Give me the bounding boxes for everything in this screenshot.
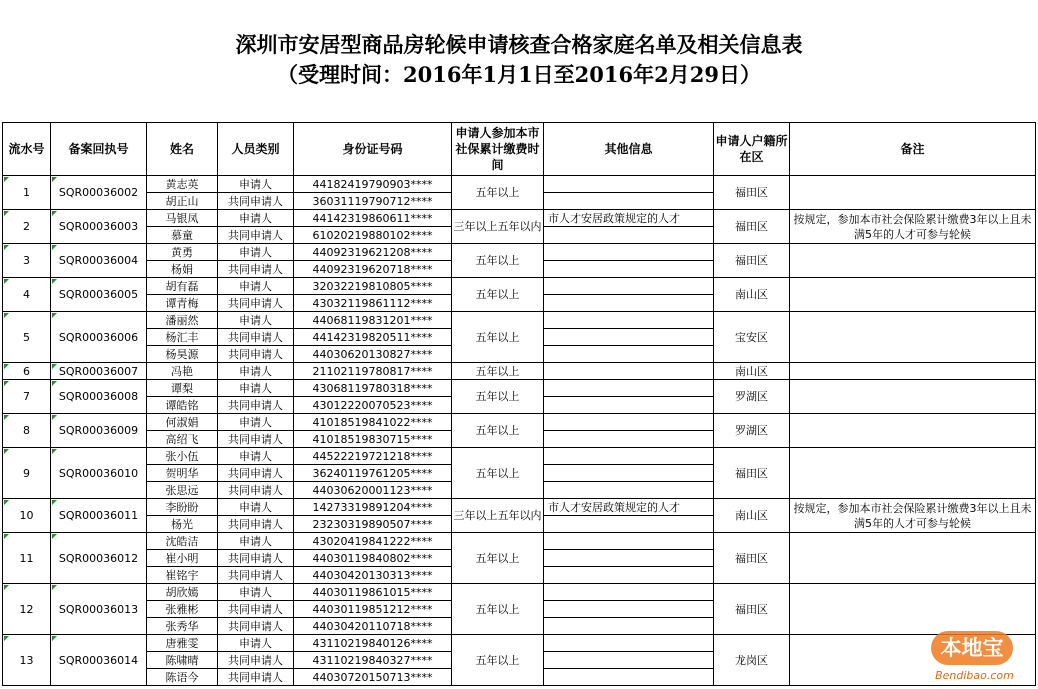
cell-name: 唐雅雯 <box>147 635 218 652</box>
cell-person-type: 共同申请人 <box>218 295 294 312</box>
cell-other-info <box>544 584 714 601</box>
header-name: 姓名 <box>147 123 218 176</box>
cell-marker-icon <box>4 279 9 284</box>
cell-id-number: 44030620001123**** <box>294 482 452 499</box>
cell-remarks <box>790 448 1036 499</box>
cell-name: 张秀华 <box>147 618 218 635</box>
cell-marker-icon <box>4 313 9 318</box>
cell-name: 谭皓铭 <box>147 397 218 414</box>
cell-person-type: 申请人 <box>218 414 294 431</box>
cell-household-district: 福田区 <box>714 533 790 584</box>
cell-marker-icon <box>4 500 9 505</box>
cell-name: 张小伍 <box>147 448 218 465</box>
cell-person-type: 申请人 <box>218 533 294 550</box>
cell-receipt-no: SQR00036004 <box>51 244 147 278</box>
table-body <box>3 123 1036 686</box>
cell-marker-icon <box>4 585 9 590</box>
cell-id-number: 36240119761205**** <box>294 465 452 482</box>
cell-other-info <box>544 176 714 193</box>
table-row <box>3 380 1036 397</box>
cell-name: 贺明华 <box>147 465 218 482</box>
cell-other-info <box>544 567 714 584</box>
cell-name: 陈语今 <box>147 669 218 686</box>
cell-id-number: 36031119790712**** <box>294 193 452 210</box>
cell-marker-icon <box>4 534 9 539</box>
cell-person-type: 共同申请人 <box>218 346 294 363</box>
header-person-type: 人员类别 <box>218 123 294 176</box>
cell-marker-icon <box>52 415 57 420</box>
table-row <box>3 414 1036 431</box>
cell-person-type: 申请人 <box>218 210 294 227</box>
cell-serial-no: 2 <box>3 210 51 244</box>
cell-other-info <box>544 618 714 635</box>
cell-household-district: 罗湖区 <box>714 414 790 448</box>
cell-marker-icon <box>52 245 57 250</box>
cell-person-type: 申请人 <box>218 584 294 601</box>
cell-id-number: 43032119861112**** <box>294 295 452 312</box>
cell-other-info <box>544 533 714 550</box>
header-receipt-no: 备案回执号 <box>51 123 147 176</box>
cell-name: 沈皓洁 <box>147 533 218 550</box>
table-row <box>3 312 1036 329</box>
cell-person-type: 申请人 <box>218 312 294 329</box>
cell-remarks <box>790 278 1036 312</box>
cell-person-type: 共同申请人 <box>218 669 294 686</box>
cell-id-number: 23230319890507**** <box>294 516 452 533</box>
cell-person-type: 共同申请人 <box>218 652 294 669</box>
cell-other-info <box>544 329 714 346</box>
cell-marker-icon <box>52 636 57 641</box>
cell-id-number: 14273319891204**** <box>294 499 452 516</box>
cell-other-info <box>544 601 714 618</box>
cell-id-number: 21102119780817**** <box>294 363 452 380</box>
cell-marker-icon <box>52 449 57 454</box>
table-row <box>3 499 1036 516</box>
cell-household-district: 福田区 <box>714 448 790 499</box>
cell-marker-icon <box>52 534 57 539</box>
cell-person-type: 共同申请人 <box>218 618 294 635</box>
cell-person-type: 申请人 <box>218 363 294 380</box>
cell-other-info <box>544 448 714 465</box>
cell-marker-icon <box>52 279 57 284</box>
cell-marker-icon <box>4 415 9 420</box>
cell-person-type: 共同申请人 <box>218 567 294 584</box>
cell-other-info <box>544 346 714 363</box>
cell-id-number: 44142319820511**** <box>294 329 452 346</box>
cell-receipt-no: SQR00036011 <box>51 499 147 533</box>
cell-other-info <box>544 261 714 278</box>
cell-name: 慕童 <box>147 227 218 244</box>
header-household-district: 申请人户籍所在区 <box>714 123 790 176</box>
cell-receipt-no: SQR00036002 <box>51 176 147 210</box>
cell-name: 何淑娟 <box>147 414 218 431</box>
cell-household-district: 南山区 <box>714 499 790 533</box>
watermark-logo <box>917 627 1032 685</box>
cell-name: 冯艳 <box>147 363 218 380</box>
cell-marker-icon <box>52 177 57 182</box>
cell-name: 李盼盼 <box>147 499 218 516</box>
header-remarks: 备注 <box>790 123 1036 176</box>
cell-other-info <box>544 431 714 448</box>
cell-other-info: 市人才安居政策规定的人才 <box>544 499 714 516</box>
cell-id-number: 44030620130827**** <box>294 346 452 363</box>
cell-id-number: 43012220070523**** <box>294 397 452 414</box>
cell-person-type: 申请人 <box>218 448 294 465</box>
cell-social-insurance-period: 五年以上 <box>452 414 544 448</box>
watermark-url: Bendibao.com <box>935 669 1014 682</box>
cell-other-info <box>544 278 714 295</box>
cell-receipt-no: SQR00036010 <box>51 448 147 499</box>
cell-other-info <box>544 482 714 499</box>
cell-serial-no: 12 <box>3 584 51 635</box>
cell-id-number: 44092319621208**** <box>294 244 452 261</box>
cell-marker-icon <box>52 585 57 590</box>
cell-id-number: 44030420130313**** <box>294 567 452 584</box>
cell-id-number: 43068119780318**** <box>294 380 452 397</box>
cell-name: 高绍飞 <box>147 431 218 448</box>
cell-id-number: 44030119861015**** <box>294 584 452 601</box>
cell-name: 谭青梅 <box>147 295 218 312</box>
cell-other-info: 市人才安居政策规定的人才 <box>544 210 714 227</box>
cell-social-insurance-period: 五年以上 <box>452 448 544 499</box>
cell-name: 胡有磊 <box>147 278 218 295</box>
cell-other-info <box>544 295 714 312</box>
table-row <box>3 278 1036 295</box>
cell-other-info <box>544 363 714 380</box>
cell-household-district: 福田区 <box>714 244 790 278</box>
cell-id-number: 44092319620718**** <box>294 261 452 278</box>
cell-other-info <box>544 244 714 261</box>
cell-serial-no: 5 <box>3 312 51 363</box>
cell-receipt-no: SQR00036014 <box>51 635 147 686</box>
cell-name: 陈啸晴 <box>147 652 218 669</box>
cell-person-type: 共同申请人 <box>218 550 294 567</box>
cell-other-info <box>544 380 714 397</box>
cell-serial-no: 3 <box>3 244 51 278</box>
cell-marker-icon <box>52 211 57 216</box>
cell-id-number: 43110219840126**** <box>294 635 452 652</box>
cell-social-insurance-period: 五年以上 <box>452 312 544 363</box>
cell-name: 黄勇 <box>147 244 218 261</box>
table-row <box>3 635 1036 652</box>
cell-other-info <box>544 312 714 329</box>
header-social-insurance-period: 申请人参加本市社保累计缴费时间 <box>452 123 544 176</box>
cell-social-insurance-period: 五年以上 <box>452 244 544 278</box>
cell-id-number: 44030119851212**** <box>294 601 452 618</box>
cell-id-number: 44030420110718**** <box>294 618 452 635</box>
cell-serial-no: 9 <box>3 448 51 499</box>
cell-household-district: 福田区 <box>714 210 790 244</box>
cell-name: 杨娟 <box>147 261 218 278</box>
cell-serial-no: 10 <box>3 499 51 533</box>
table-row <box>3 584 1036 601</box>
table-row <box>3 533 1036 550</box>
watermark-text: 本地宝 <box>940 636 1004 660</box>
cell-remarks <box>790 414 1036 448</box>
cell-person-type: 申请人 <box>218 380 294 397</box>
cell-person-type: 共同申请人 <box>218 601 294 618</box>
cell-id-number: 41018519830715**** <box>294 431 452 448</box>
cell-marker-icon <box>4 211 9 216</box>
cell-marker-icon <box>4 177 9 182</box>
cell-id-number: 43020419841222**** <box>294 533 452 550</box>
cell-household-district: 宝安区 <box>714 312 790 363</box>
header-id-number: 身份证号码 <box>294 123 452 176</box>
cell-person-type: 共同申请人 <box>218 227 294 244</box>
cell-marker-icon <box>52 500 57 505</box>
cell-other-info <box>544 652 714 669</box>
cell-social-insurance-period: 三年以上五年以内 <box>452 499 544 533</box>
title-line-2: （受理时间：2016年1月1日至2016年2月29日） <box>277 62 761 87</box>
cell-person-type: 申请人 <box>218 499 294 516</box>
cell-serial-no: 8 <box>3 414 51 448</box>
cell-name: 潘丽然 <box>147 312 218 329</box>
cell-social-insurance-period: 三年以上五年以内 <box>452 210 544 244</box>
cell-receipt-no: SQR00036008 <box>51 380 147 414</box>
cell-person-type: 共同申请人 <box>218 482 294 499</box>
cell-social-insurance-period: 五年以上 <box>452 584 544 635</box>
cell-marker-icon <box>52 364 57 369</box>
cell-other-info <box>544 550 714 567</box>
cell-person-type: 申请人 <box>218 278 294 295</box>
cell-remarks <box>790 533 1036 584</box>
cell-receipt-no: SQR00036013 <box>51 584 147 635</box>
cell-name: 胡欣嫣 <box>147 584 218 601</box>
cell-remarks <box>790 176 1036 210</box>
cell-other-info <box>544 516 714 533</box>
cell-person-type: 申请人 <box>218 244 294 261</box>
cell-marker-icon <box>52 313 57 318</box>
cell-name: 杨昊源 <box>147 346 218 363</box>
cell-name: 马银凤 <box>147 210 218 227</box>
title-line-1: 深圳市安居型商品房轮候申请核查合格家庭名单及相关信息表 <box>235 32 803 57</box>
table-row <box>3 448 1036 465</box>
document-title <box>0 30 1038 90</box>
cell-person-type: 共同申请人 <box>218 193 294 210</box>
table-row <box>3 176 1036 193</box>
cell-name: 崔小明 <box>147 550 218 567</box>
cell-household-district: 龙岗区 <box>714 635 790 686</box>
cell-id-number: 61020219880102**** <box>294 227 452 244</box>
cell-household-district: 南山区 <box>714 278 790 312</box>
cell-serial-no: 6 <box>3 363 51 380</box>
cell-id-number: 32032219810805**** <box>294 278 452 295</box>
cell-id-number: 44142319860611**** <box>294 210 452 227</box>
cell-receipt-no: SQR00036003 <box>51 210 147 244</box>
cell-person-type: 共同申请人 <box>218 516 294 533</box>
cell-person-type: 共同申请人 <box>218 261 294 278</box>
cell-name: 黄志英 <box>147 176 218 193</box>
cell-name: 谭梨 <box>147 380 218 397</box>
cell-person-type: 申请人 <box>218 635 294 652</box>
cell-remarks: 按规定，参加本市社会保险累计缴费3年以上且未满5年的人才可参与轮候 <box>790 499 1036 533</box>
cell-household-district: 福田区 <box>714 584 790 635</box>
family-list-table <box>2 122 1036 686</box>
cell-remarks <box>790 244 1036 278</box>
cell-id-number: 44068119831201**** <box>294 312 452 329</box>
cell-marker-icon <box>4 449 9 454</box>
cell-marker-icon <box>4 245 9 250</box>
cell-id-number: 43110219840327**** <box>294 652 452 669</box>
cell-other-info <box>544 193 714 210</box>
cell-other-info <box>544 227 714 244</box>
cell-person-type: 共同申请人 <box>218 329 294 346</box>
table-row <box>3 244 1036 261</box>
cell-social-insurance-period: 五年以上 <box>452 635 544 686</box>
cell-household-district: 南山区 <box>714 363 790 380</box>
cell-name: 胡正山 <box>147 193 218 210</box>
cell-name: 崔铭宇 <box>147 567 218 584</box>
table-row <box>3 210 1036 227</box>
cell-social-insurance-period: 五年以上 <box>452 363 544 380</box>
cell-marker-icon <box>52 381 57 386</box>
cell-serial-no: 4 <box>3 278 51 312</box>
cell-id-number: 44522219721218**** <box>294 448 452 465</box>
header-serial-no: 流水号 <box>3 123 51 176</box>
cell-name: 张思远 <box>147 482 218 499</box>
cell-receipt-no: SQR00036012 <box>51 533 147 584</box>
cell-social-insurance-period: 五年以上 <box>452 380 544 414</box>
cell-other-info <box>544 635 714 652</box>
cell-id-number: 44182419790903**** <box>294 176 452 193</box>
cell-marker-icon <box>4 381 9 386</box>
header-row <box>3 123 1036 176</box>
header-other-info: 其他信息 <box>544 123 714 176</box>
cell-person-type: 共同申请人 <box>218 465 294 482</box>
cell-marker-icon <box>4 364 9 369</box>
cell-social-insurance-period: 五年以上 <box>452 176 544 210</box>
cell-other-info <box>544 414 714 431</box>
cell-name: 杨光 <box>147 516 218 533</box>
cell-remarks <box>790 380 1036 414</box>
cell-id-number: 44030119840802**** <box>294 550 452 567</box>
cell-remarks <box>790 312 1036 363</box>
cell-serial-no: 1 <box>3 176 51 210</box>
cell-id-number: 41018519841022**** <box>294 414 452 431</box>
cell-name: 杨汇丰 <box>147 329 218 346</box>
cell-social-insurance-period: 五年以上 <box>452 533 544 584</box>
cell-serial-no: 13 <box>3 635 51 686</box>
cell-other-info <box>544 465 714 482</box>
cell-name: 张雅彬 <box>147 601 218 618</box>
cell-serial-no: 7 <box>3 380 51 414</box>
cell-receipt-no: SQR00036006 <box>51 312 147 363</box>
table-row <box>3 363 1036 380</box>
cell-person-type: 共同申请人 <box>218 397 294 414</box>
cell-id-number: 44030720150713**** <box>294 669 452 686</box>
cell-serial-no: 11 <box>3 533 51 584</box>
cell-remarks: 按规定，参加本市社会保险累计缴费3年以上且未满5年的人才可参与轮候 <box>790 210 1036 244</box>
cell-social-insurance-period: 五年以上 <box>452 278 544 312</box>
cell-receipt-no: SQR00036005 <box>51 278 147 312</box>
cell-other-info <box>544 397 714 414</box>
cell-receipt-no: SQR00036007 <box>51 363 147 380</box>
cell-receipt-no: SQR00036009 <box>51 414 147 448</box>
cell-person-type: 共同申请人 <box>218 431 294 448</box>
cell-household-district: 罗湖区 <box>714 380 790 414</box>
cell-marker-icon <box>4 636 9 641</box>
cell-household-district: 福田区 <box>714 176 790 210</box>
cell-person-type: 申请人 <box>218 176 294 193</box>
cell-other-info <box>544 669 714 686</box>
cell-remarks <box>790 363 1036 380</box>
